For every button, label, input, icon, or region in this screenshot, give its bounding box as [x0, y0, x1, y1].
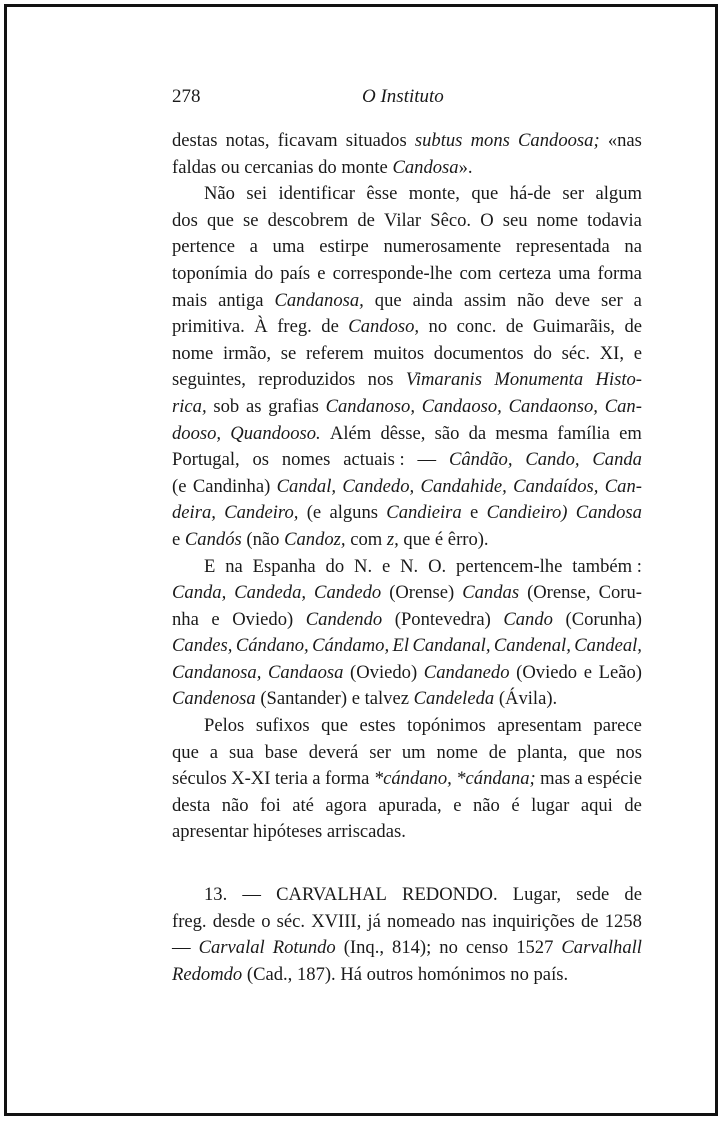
- text-word: ainda: [412, 289, 453, 311]
- text-word: aqui: [580, 794, 613, 816]
- text-word: Quandooso.: [230, 422, 321, 444]
- text-word: Monumenta: [494, 369, 584, 391]
- text-line: [172, 935, 642, 962]
- text-word: séc.: [276, 910, 306, 932]
- text-word: lugar: [531, 794, 570, 816]
- text-word: antiga: [218, 289, 264, 311]
- text-word: Candanal,: [412, 635, 491, 657]
- text-word: Não: [204, 183, 235, 205]
- text-word: na: [225, 555, 243, 577]
- text-word: a: [633, 289, 642, 311]
- text-word: país: [280, 262, 311, 284]
- text-word: Cándamo,: [312, 635, 390, 657]
- text-word: alguns: [329, 502, 378, 524]
- text-word: (e: [306, 502, 322, 524]
- text-word: (Ávila).: [494, 688, 558, 710]
- text-word: ser: [601, 289, 623, 311]
- text-word: forma: [597, 262, 642, 284]
- text-word: (Inq.,: [343, 937, 385, 959]
- text-word: mais: [172, 289, 208, 311]
- text-word: (Santander) e talvez: [255, 688, 414, 710]
- text-word: foi: [260, 794, 281, 816]
- text-word: destas: [172, 130, 218, 151]
- text-word: as: [245, 395, 262, 417]
- text-word: que: [321, 715, 348, 737]
- text-word: Candanedo: [423, 661, 510, 683]
- text-word: XVIII,: [311, 910, 362, 932]
- text-word: (e: [172, 475, 187, 497]
- text-word: também :: [572, 555, 642, 577]
- text-word: Candosa: [575, 502, 642, 524]
- text-word: Candoosa;: [518, 130, 600, 151]
- text-word: a: [249, 236, 258, 258]
- text-word: (não: [241, 528, 285, 550]
- text-word: N.: [400, 555, 419, 577]
- text-word: notas,: [225, 130, 270, 151]
- text-word: topónimos: [407, 715, 486, 737]
- text-word: ».: [458, 156, 473, 178]
- text-word: *cándano,: [373, 768, 452, 790]
- text-word: até: [292, 794, 314, 816]
- text-word: Candaídos,: [513, 475, 599, 497]
- text-line: [172, 527, 642, 554]
- text-line: [172, 819, 642, 846]
- text-word: grafias: [268, 395, 319, 417]
- text-word: que: [578, 741, 606, 763]
- text-word: no: [439, 937, 458, 959]
- text-word: base: [264, 741, 298, 763]
- text-word: do: [533, 342, 552, 364]
- text-word: nos: [367, 369, 394, 391]
- text-line: [172, 208, 642, 235]
- text-word: —: [242, 884, 261, 906]
- text-word: Coru-: [598, 582, 642, 604]
- text-word: já: [367, 910, 381, 932]
- text-word: referem: [305, 342, 364, 364]
- text-line: [172, 633, 642, 660]
- text-word: Leão): [598, 661, 642, 683]
- text-word: o: [261, 910, 271, 932]
- text-word: mons: [470, 130, 510, 151]
- running-title: O Instituto: [362, 86, 444, 107]
- text-word: que: [172, 741, 199, 763]
- text-word: com: [345, 528, 387, 550]
- text-word: a: [312, 768, 321, 790]
- text-word: estirpe: [319, 236, 369, 258]
- text-word: Candós: [184, 528, 242, 550]
- text-word: freg.: [172, 910, 207, 932]
- text-word: Carvalhall: [561, 937, 642, 959]
- text-word: (Pontevedra): [394, 608, 491, 630]
- text-word: Carvalal: [198, 937, 265, 959]
- text-word: de: [580, 910, 599, 932]
- text-word: sua: [229, 741, 254, 763]
- text-word: Candeda,: [234, 582, 307, 604]
- text-word: CARVALHAL: [276, 884, 387, 906]
- text-word: forma: [324, 768, 370, 790]
- text-word: Canda: [592, 449, 642, 471]
- text-line: [172, 447, 642, 474]
- text-word: numerosamente: [383, 236, 502, 258]
- text-word: El: [392, 635, 410, 657]
- text-word: certeza: [498, 262, 552, 284]
- text-word: deve: [554, 289, 591, 311]
- text-word: Candoz,: [284, 528, 346, 550]
- text-word: desta: [172, 794, 211, 816]
- text-line: [172, 367, 642, 394]
- text-word: de: [505, 316, 524, 338]
- text-word: mesma: [495, 422, 549, 444]
- text-line: [172, 713, 642, 740]
- text-word: Histo-: [595, 369, 642, 391]
- text-word: Vimaranis: [405, 369, 482, 391]
- text-word: Candosa: [392, 156, 459, 178]
- text-word: uma: [558, 262, 591, 284]
- text-word: em: [619, 422, 642, 444]
- text-word: espécie: [587, 768, 642, 790]
- text-word: inquirições: [492, 910, 575, 932]
- text-word: e: [633, 342, 642, 364]
- text-word: Rotundo: [272, 937, 336, 959]
- text-word: 1258: [604, 910, 642, 932]
- text-word: há-de: [509, 183, 551, 205]
- text-word: a: [574, 768, 583, 790]
- text-line: [172, 394, 642, 421]
- text-word: representada: [515, 236, 610, 258]
- text-word: no: [428, 316, 448, 338]
- text-word: N.: [354, 555, 373, 577]
- text-word: Candanosa,: [172, 661, 262, 683]
- text-word: parece: [593, 715, 642, 737]
- text-word: z,: [386, 528, 399, 550]
- text-word: 814);: [392, 937, 432, 959]
- text-word: faldas ou cercanias do monte: [172, 156, 393, 178]
- text-word: assim: [463, 289, 507, 311]
- text-word: freg.: [277, 316, 312, 338]
- text-word: deira,: [172, 502, 216, 524]
- text-word: Candaoso,: [421, 395, 502, 417]
- text-word: são: [434, 422, 460, 444]
- text-word: algum: [595, 183, 642, 205]
- text-line: [172, 181, 642, 208]
- text-word: de: [488, 741, 507, 763]
- text-word: não: [472, 794, 500, 816]
- text-word: e: [317, 262, 326, 284]
- text-word: nome: [536, 209, 579, 231]
- text-word: mas: [540, 768, 571, 790]
- text-word: Candeleda: [413, 688, 495, 710]
- text-word: de: [357, 209, 375, 231]
- text-word: Candal,: [276, 475, 337, 497]
- text-word: e: [211, 608, 220, 630]
- text-word: a: [209, 741, 219, 763]
- text-word: E: [204, 555, 216, 577]
- text-word: apurada,: [378, 794, 442, 816]
- text-word: Candaonso,: [508, 395, 598, 417]
- text-word: Candieiro): [486, 502, 568, 524]
- text-word: é: [511, 794, 520, 816]
- text-word: nha: [172, 608, 199, 630]
- text-word: séc.: [561, 342, 591, 364]
- text-word: e: [583, 661, 592, 683]
- text-word: os: [252, 449, 270, 471]
- text-word: e: [470, 502, 479, 524]
- text-word: de: [321, 316, 339, 338]
- text-word: Oviedo): [232, 608, 294, 630]
- text-line: [172, 261, 642, 288]
- text-word: que: [206, 209, 234, 231]
- text-word: subtus: [414, 130, 463, 151]
- text-line: [172, 607, 642, 634]
- text-word: sufixos: [255, 715, 310, 737]
- text-word: actuais :: [343, 449, 405, 471]
- text-word: Candenosa: [172, 688, 256, 710]
- text-word: Além: [329, 422, 372, 444]
- text-word: (Orense,: [527, 582, 591, 604]
- text-word: se: [280, 342, 297, 364]
- text-word: Lugar,: [512, 884, 562, 906]
- text-word: primitiva.: [172, 316, 245, 338]
- text-word: nome: [172, 342, 214, 364]
- text-word: e: [172, 528, 185, 550]
- text-line: [172, 155, 642, 182]
- text-word: —: [417, 449, 437, 471]
- text-word: êsse: [366, 183, 398, 205]
- text-word: e: [381, 555, 391, 577]
- text-line: [172, 962, 642, 989]
- text-line: [172, 474, 642, 501]
- text-word: sede: [576, 884, 610, 906]
- text-word: Candanosa,: [274, 289, 364, 311]
- text-line: [172, 909, 642, 936]
- text-word: Candeiro,: [224, 502, 299, 524]
- text-word: Candinha): [192, 475, 271, 497]
- text-line: [172, 234, 642, 261]
- text-word: seguintes,: [172, 369, 246, 391]
- text-word: nome: [436, 741, 478, 763]
- text-word: Candieira: [386, 502, 462, 524]
- text-word: apresentar hipóteses arriscadas.: [172, 821, 406, 843]
- text-word: Candanoso,: [325, 395, 415, 417]
- text-word: do: [254, 262, 274, 284]
- text-word: de: [624, 884, 642, 906]
- text-word: Candaosa: [268, 661, 344, 683]
- text-word: família: [557, 422, 610, 444]
- text-word: Can-: [604, 475, 642, 497]
- text-word: com: [459, 262, 492, 284]
- text-word: Redomdo: [172, 963, 243, 985]
- text-word: documentos: [433, 342, 524, 364]
- text-line: [172, 686, 642, 713]
- text-word: conc.: [456, 316, 497, 338]
- text-word: não: [517, 289, 544, 311]
- text-word: nos: [616, 741, 642, 763]
- text-word: O.: [428, 555, 447, 577]
- text-word: pertence: [172, 236, 235, 258]
- text-word: Cándano,: [235, 635, 309, 657]
- text-word: (Corunha): [565, 608, 642, 630]
- text-word: situados: [345, 130, 407, 151]
- text-word: estes: [359, 715, 396, 737]
- text-word: (Orense): [389, 582, 455, 604]
- text-word: e: [453, 794, 462, 816]
- text-word: Candahide,: [420, 475, 507, 497]
- text-word: planta,: [517, 741, 568, 763]
- text-line: [172, 793, 642, 820]
- text-line: [172, 580, 642, 607]
- text-word: não: [221, 794, 249, 816]
- text-word: nomes: [281, 449, 331, 471]
- text-word: Candedo,: [342, 475, 415, 497]
- text-word: Vilar: [384, 209, 422, 231]
- text-line: [172, 128, 642, 155]
- text-word: Pelos: [204, 715, 245, 737]
- text-word: Portugal,: [172, 449, 240, 471]
- text-word: *cándana;: [456, 768, 536, 790]
- text-word: teria: [274, 768, 308, 790]
- text-line: [172, 288, 642, 315]
- text-word: Candenal,: [493, 635, 571, 657]
- text-word: Canda,: [172, 582, 227, 604]
- text-line: [172, 882, 642, 909]
- body-text: [172, 128, 642, 988]
- page-header: [172, 86, 642, 110]
- text-word: Candoso,: [348, 316, 420, 338]
- text-word: dos: [172, 209, 198, 231]
- text-word: um: [401, 741, 426, 763]
- text-word: sob: [213, 395, 240, 417]
- text-word: pertencem-lhe: [456, 555, 563, 577]
- text-word: identificar: [278, 183, 355, 205]
- text-word: O: [480, 209, 494, 231]
- text-word: descobrem: [267, 209, 349, 231]
- text-word: (Cad., 187). Há outros homónimos no país.: [242, 963, 569, 985]
- text-line: [172, 314, 642, 341]
- text-word: ser: [562, 183, 585, 205]
- text-word: irmão,: [223, 342, 272, 364]
- text-word: muitos: [373, 342, 425, 364]
- text-line: [172, 660, 642, 687]
- text-word: nas: [461, 910, 487, 932]
- page-number: 278: [172, 86, 201, 107]
- text-line: [172, 500, 642, 527]
- text-word: Espanha: [252, 555, 316, 577]
- text-word: X-XI: [231, 768, 271, 790]
- text-word: À: [254, 316, 268, 338]
- text-word: —: [172, 937, 191, 959]
- text-word: Candeal,: [574, 635, 642, 657]
- text-word: todavia: [587, 209, 642, 231]
- text-word: monte,: [408, 183, 460, 205]
- text-word: agora: [325, 794, 367, 816]
- text-word: toponímia: [172, 262, 248, 284]
- text-word: séculos: [172, 768, 227, 790]
- text-word: apresentam: [497, 715, 582, 737]
- text-word: ficavam: [277, 130, 338, 151]
- text-line: [172, 554, 642, 581]
- text-word: Candedo: [314, 582, 382, 604]
- text-word: (Oviedo): [350, 661, 418, 683]
- text-line: [172, 421, 642, 448]
- text-word: uma: [272, 236, 305, 258]
- text-line: [172, 341, 642, 368]
- text-word: nomeado: [386, 910, 456, 932]
- text-word: na: [624, 236, 642, 258]
- text-word: rica,: [172, 395, 207, 417]
- text-word: «nas: [607, 130, 642, 151]
- text-word: dooso,: [172, 422, 222, 444]
- text-word: desde: [212, 910, 256, 932]
- text-word: de: [624, 794, 642, 816]
- text-word: de: [624, 316, 642, 338]
- text-word: sei: [246, 183, 268, 205]
- text-word: dêsse,: [380, 422, 426, 444]
- text-word: REDONDO.: [402, 884, 498, 906]
- text-word: Cando: [503, 608, 553, 630]
- text-line: [172, 766, 642, 793]
- section-gap: [172, 846, 642, 882]
- text-word: do: [325, 555, 345, 577]
- text-word: Can-: [604, 395, 642, 417]
- text-word: Candendo: [305, 608, 383, 630]
- text-word: se: [242, 209, 259, 231]
- text-word: que: [374, 289, 402, 311]
- text-word: Candes,: [172, 635, 233, 657]
- text-line: [172, 740, 642, 767]
- text-word: Guimarãis,: [532, 316, 615, 338]
- text-word: XI,: [599, 342, 625, 364]
- text-word: deverá: [308, 741, 359, 763]
- text-word: reproduzidos: [258, 369, 356, 391]
- text-word: seu: [502, 209, 528, 231]
- text-word: 13.: [204, 884, 228, 906]
- text-word: Sêco.: [430, 209, 472, 231]
- text-word: que é êrro).: [398, 528, 489, 550]
- text-word: censo: [465, 937, 509, 959]
- text-word: (Oviedo: [516, 661, 578, 683]
- text-word: da: [468, 422, 487, 444]
- text-word: Candas: [462, 582, 520, 604]
- text-word: ser: [369, 741, 391, 763]
- text-word: Cândão,: [448, 449, 513, 471]
- text-word: que: [471, 183, 499, 205]
- text-word: 1527: [516, 937, 554, 959]
- text-word: Cando,: [525, 449, 580, 471]
- text-word: corresponde-lhe: [332, 262, 453, 284]
